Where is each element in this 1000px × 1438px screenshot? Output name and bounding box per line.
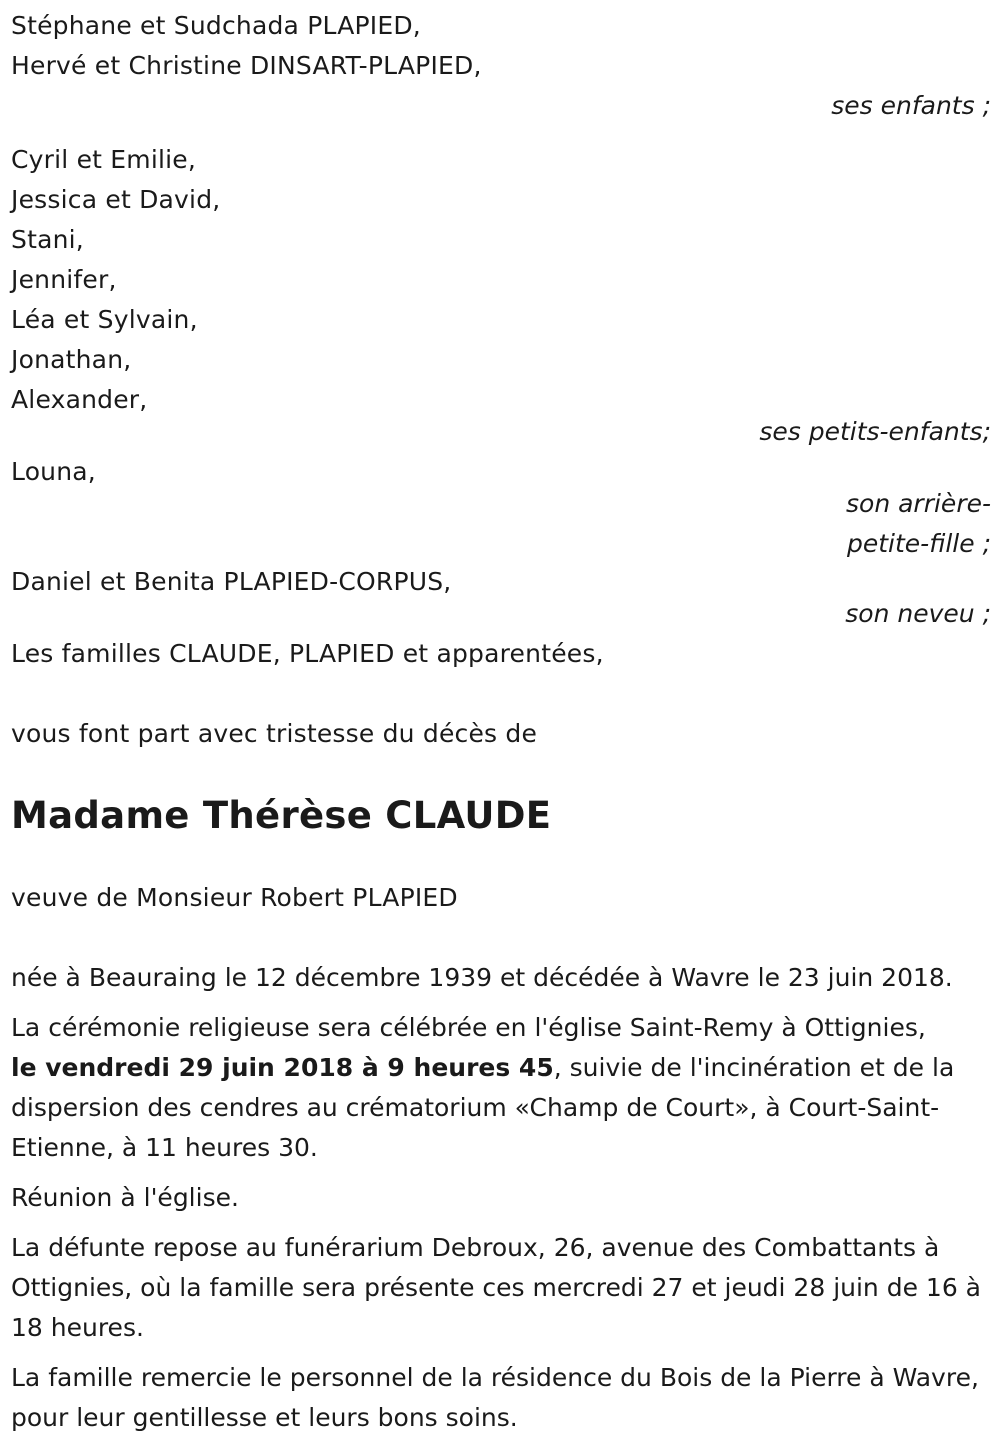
- nephew-group: [11, 562, 991, 634]
- grandchildren-group: [11, 140, 991, 452]
- birth-death-paragraph: née à Beauraing le 12 décembre 1939 et décédée à Wavre le 23 juin 2018.: [11, 963, 953, 992]
- grandchild-line: Léa et Sylvain,: [11, 305, 198, 334]
- relation-great-grandchild-1: son arrière-: [846, 489, 991, 518]
- nephew-line: Daniel et Benita PLAPIED-CORPUS,: [11, 567, 452, 596]
- obituary-text: [11, 6, 991, 1438]
- children-group: [11, 6, 991, 126]
- thanks-paragraph: La famille remercie le personnel de la résidence du Bois de la Pierre à Wavre, pour leur gentillesse et leurs bons soins.: [11, 1363, 979, 1432]
- meeting-paragraph: Réunion à l'église.: [11, 1183, 239, 1212]
- relation-great-grandchild-2: petite-fille ;: [847, 529, 991, 558]
- relation-grandchildren: ses petits-enfants;: [759, 417, 991, 446]
- widow-of: veuve de Monsieur Robert PLAPIED: [11, 883, 458, 912]
- great-grandchild-line: Louna,: [11, 457, 96, 486]
- grandchild-line: Jessica et David,: [11, 185, 221, 214]
- child-line: Stéphane et Sudchada PLAPIED,: [11, 11, 421, 40]
- grandchild-line: Stani,: [11, 225, 84, 254]
- grandchild-line: Cyril et Emilie,: [11, 145, 197, 174]
- families-line: Les familles CLAUDE, PLAPIED et apparentées,: [11, 639, 604, 668]
- grandchild-line: Jonathan,: [11, 345, 132, 374]
- relation-nephew: son neveu ;: [845, 599, 991, 628]
- ceremony-rest: , suivie de l'incinération et de la dispersion des cendres au crématorium «Champ de Court», à Court-Saint-Etienne, à 11 heures 30.: [11, 1053, 955, 1162]
- ceremony-intro: La cérémonie religieuse sera célébrée en l'église Saint-Remy à Ottignies,: [11, 1013, 926, 1042]
- announcement: vous font part avec tristesse du décès de: [11, 719, 538, 748]
- child-line: Hervé et Christine DINSART-PLAPIED,: [11, 51, 482, 80]
- deceased-name: Madame Thérèse CLAUDE: [11, 794, 552, 837]
- great-grandchild-group: [11, 452, 991, 564]
- grandchild-line: Jennifer,: [11, 265, 117, 294]
- ceremony-date: le vendredi 29 juin 2018 à 9 heures 45: [11, 1053, 554, 1082]
- funeral-home-paragraph: La défunte repose au funérarium Debroux, 26, avenue des Combattants à Ottignies, où la famille sera présente ces mercredi 27 et jeudi 28 juin de 16 à 18 heures.: [11, 1233, 981, 1342]
- relation-children: ses enfants ;: [831, 91, 991, 120]
- ceremony-paragraph: [11, 1008, 991, 1168]
- grandchild-line: Alexander,: [11, 385, 148, 414]
